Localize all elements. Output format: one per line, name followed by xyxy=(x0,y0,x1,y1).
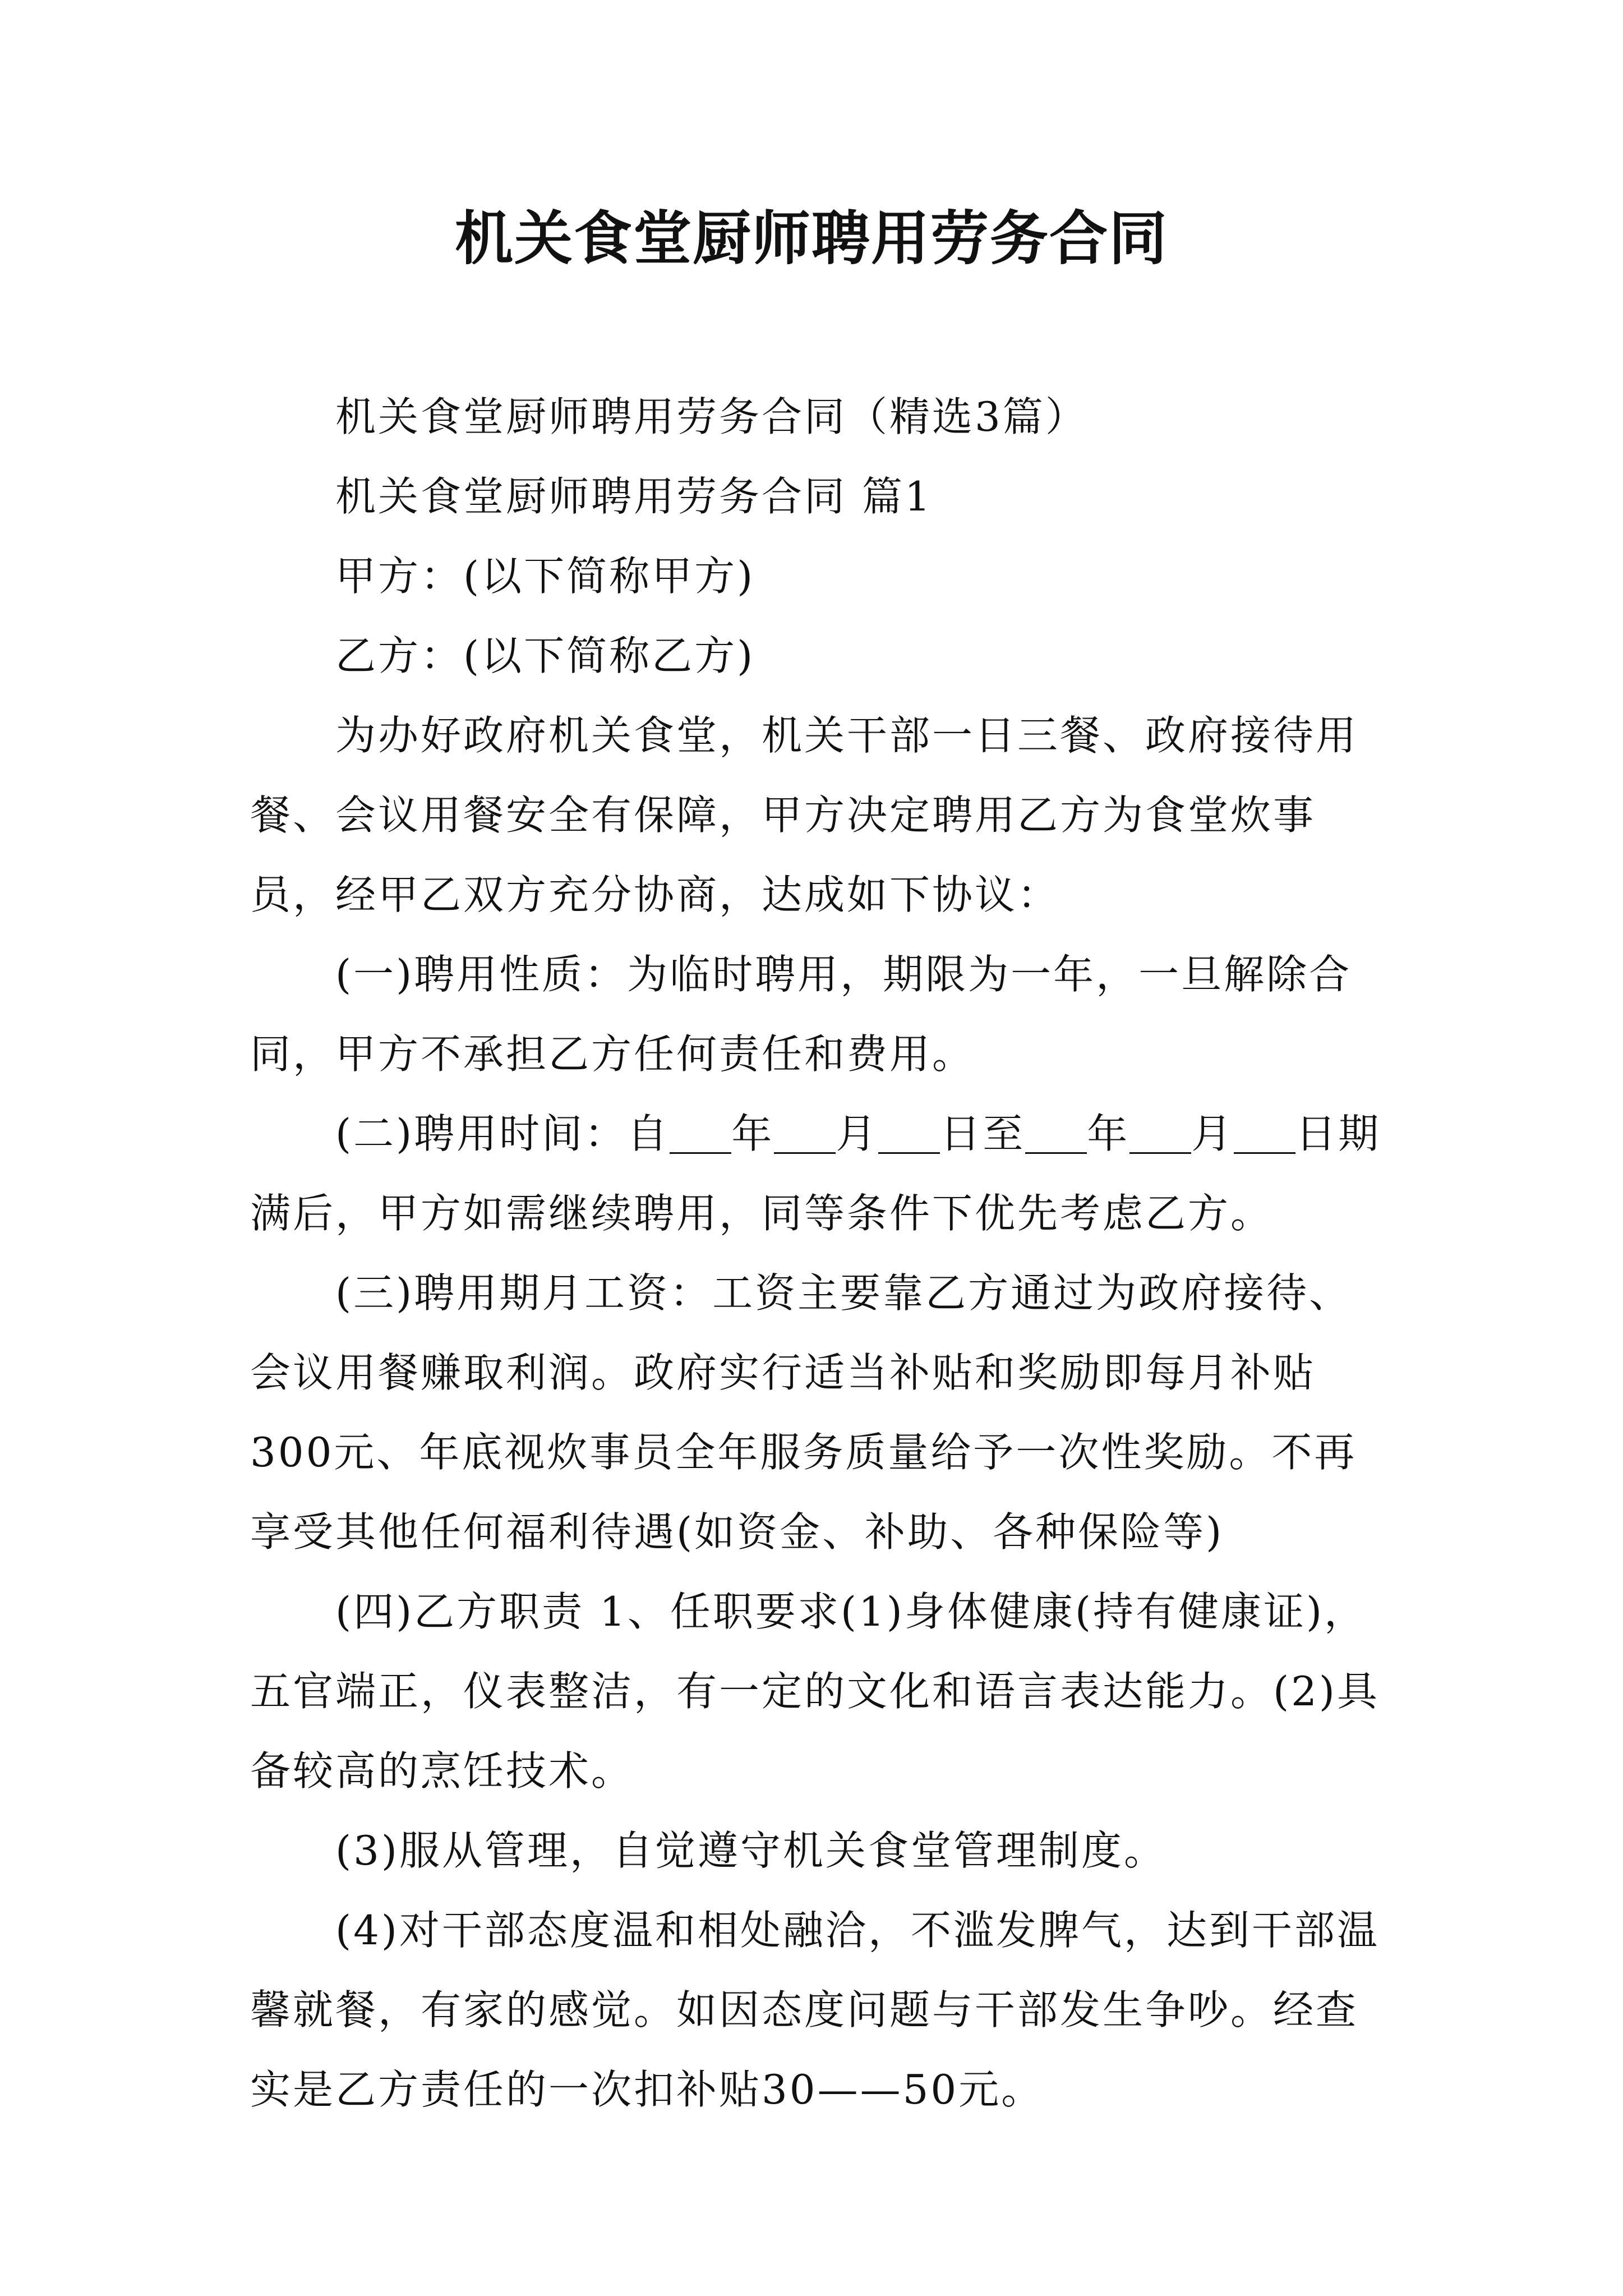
subtitle: 机关食堂厨师聘用劳务合同（精选3篇） xyxy=(335,393,1088,440)
clause-2-year-end: 年 xyxy=(1087,1110,1130,1157)
intro-paragraph: 为办好政府机关食堂，机关干部一日三餐、政府接待用餐、会议用餐安全有保障，甲方决定聘用乙方为食堂炊事员，经甲乙双方充分协商，达成如下协议： xyxy=(250,712,1359,918)
blank-line xyxy=(1129,1112,1191,1154)
clause-2-month: 月 xyxy=(836,1110,879,1157)
blank-line xyxy=(1234,1112,1295,1154)
blank-line xyxy=(878,1112,940,1154)
document-body xyxy=(250,377,1389,2129)
section-heading: 机关食堂厨师聘用劳务合同 篇1 xyxy=(335,473,933,520)
clause-2-month-end: 月 xyxy=(1191,1110,1234,1157)
clause-2-suffix: 期满后，甲方如需继续聘用，同等条件下优先考虑乙方。 xyxy=(250,1110,1381,1237)
clause-3: (三)聘用期月工资：工资主要靠乙方通过为政府接待、会议用餐赚取利润。政府实行适当补贴和奖励即每月补贴300元、年底视炊事员全年服务质量给予一次性奖励。不再享受其他任何福利待遇(如资金、补助、各种保险等) xyxy=(250,1269,1357,1556)
document-title: 机关食堂厨师聘用劳务合同 xyxy=(454,204,1168,273)
clause-2-day-to: 日至 xyxy=(940,1110,1026,1157)
item-3: (3)服从管理，自觉遵守机关食堂管理制度。 xyxy=(335,1827,1166,1874)
blank-line xyxy=(1025,1112,1087,1154)
party-a: 甲方：(以下简称甲方) xyxy=(335,553,755,600)
clause-4: (四)乙方职责 1、任职要求(1)身体健康(持有健康证)，五官端正，仪表整洁，有一定的文化和语言表达能力。(2)具备较高的烹饪技术。 xyxy=(250,1588,1380,1795)
clause-2-year: 年 xyxy=(731,1110,774,1157)
clause-2 xyxy=(250,1094,1389,1253)
clause-2-prefix: (二)聘用时间：自 xyxy=(335,1110,670,1157)
blank-line xyxy=(670,1112,731,1154)
clause-1: (一)聘用性质：为临时聘用，期限为一年，一旦解除合同，甲方不承担乙方任何责任和费用。 xyxy=(250,951,1352,1078)
clause-2-day-end: 日 xyxy=(1295,1110,1339,1157)
item-4: (4)对干部态度温和相处融洽，不滥发脾气，达到干部温馨就餐，有家的感觉。如因态度问题与干部发生争吵。经查实是乙方责任的一次扣补贴30——50元。 xyxy=(250,1907,1380,2113)
blank-line xyxy=(774,1112,836,1154)
party-b: 乙方：(以下简称乙方) xyxy=(335,632,755,679)
